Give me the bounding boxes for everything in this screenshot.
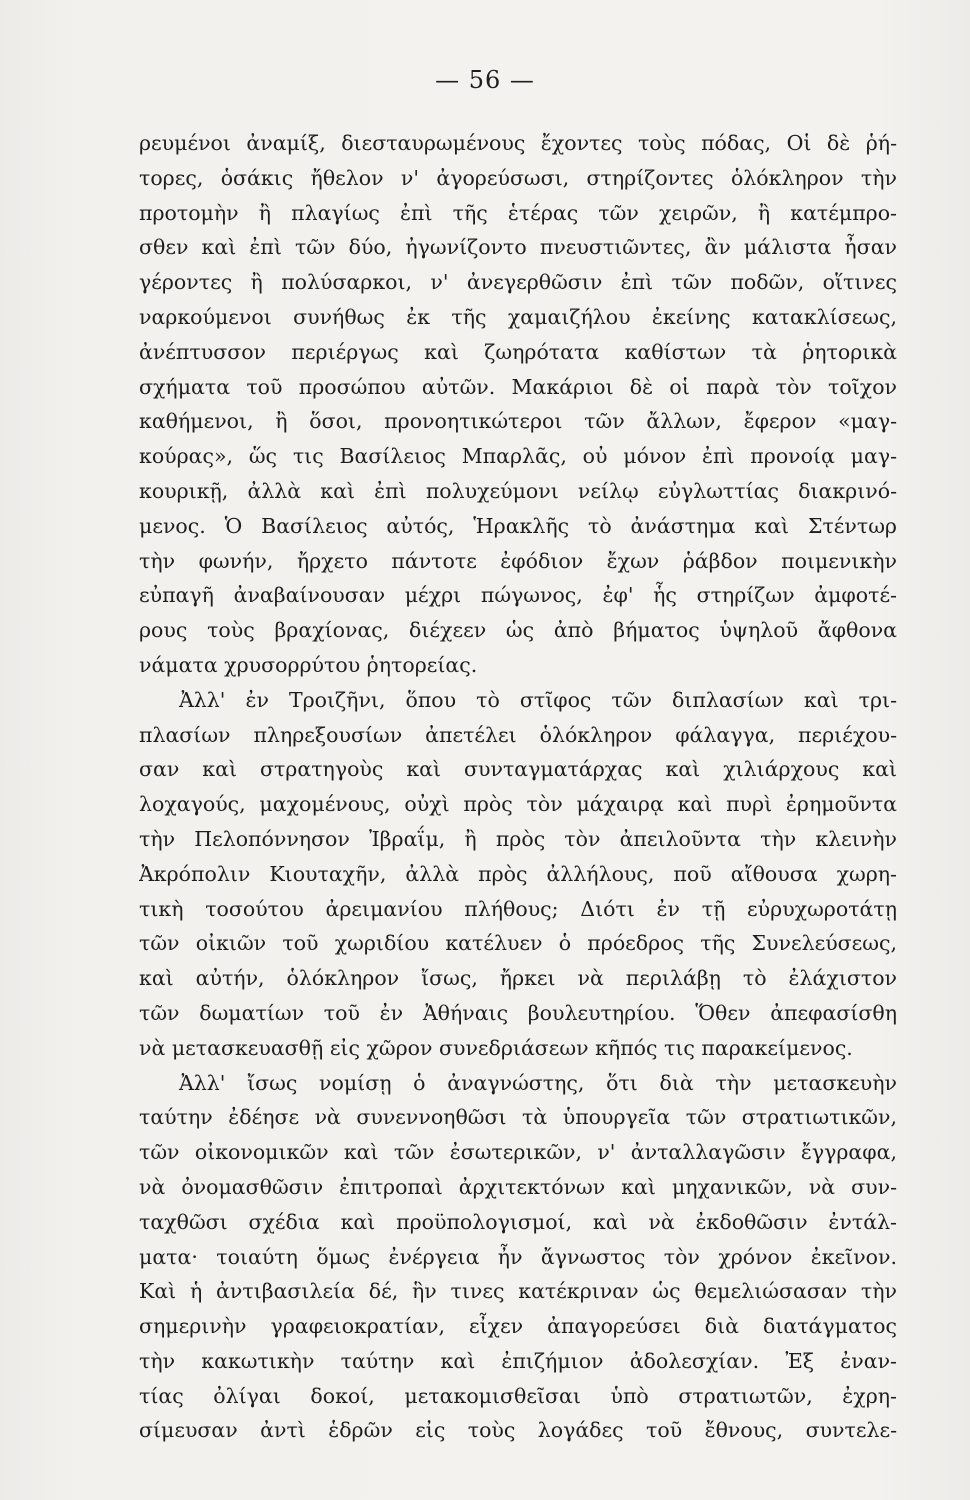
text-line: λοχαγούς, μαχομένους, οὐχὶ πρὸς τὸν μάχαιρᾳ καὶ πυρὶ ἐρημοῦντα [139, 792, 897, 817]
text-line: σαν καὶ στρατηγοὺς καὶ συνταγματάρχας καὶ χιλιάρχους καὶ [139, 757, 897, 782]
text-line: τῶν οἰκονομικῶν καὶ τῶν ἐσωτερικῶν, ν' ἀνταλλαγῶσιν ἔγγραφα, [139, 1140, 897, 1165]
text-line: Ἀκρόπολιν Κιουταχῆν, ἀλλὰ πρὸς ἀλλήλους, ποῦ αἴθουσα χωρη- [139, 861, 897, 886]
text-line: σθεν καὶ ἐπὶ τῶν δύο, ἠγωνίζοντο πνευστιῶντες, ἂν μάλιστα ἦσαν [139, 235, 897, 260]
text-line: τῶν δωματίων τοῦ ἐν Ἀθήναις βουλευτηρίου. Ὅθεν ἀπεφασίσθη [139, 1000, 897, 1025]
text-line: νὰ ὀνομασθῶσιν ἐπιτροπαὶ ἀρχιτεκτόνων καὶ μηχανικῶν, νὰ συν- [139, 1174, 897, 1199]
text-line: τὴν Πελοπόννησον Ἰβραΐμ, ἢ πρὸς τὸν ἀπειλοῦντα τὴν κλεινὴν [139, 826, 897, 851]
text-line: τορες, ὁσάκις ἤθελον ν' ἀγορεύσωσι, στηρίζοντες ὁλόκληρον τὴν [139, 165, 897, 190]
text-line: νάματα χρυσορρύτου ῥητορείας. [139, 652, 478, 677]
text-line: σχήματα τοῦ προσώπου αὐτῶν. Μακάριοι δὲ οἱ παρὰ τὸν τοῖχον [139, 374, 897, 399]
text-line: τίας ὀλίγαι δοκοί, μετακομισθεῖσαι ὑπὸ στρατιωτῶν, ἐχρη- [139, 1383, 897, 1408]
text-line: ταχθῶσι σχέδια καὶ προϋπολογισμοί, καὶ νὰ ἐκδοθῶσιν ἐντάλ- [139, 1209, 897, 1234]
text-line: ματα· τοιαύτη ὅμως ἐνέργεια ἦν ἄγνωστος τὸν χρόνον ἐκεῖνον. [139, 1244, 897, 1269]
text-line: εὐπαγῆ ἀναβαίνουσαν μέχρι πώγωνος, ἐφ' ἧς στηρίζων ἀμφοτέ- [139, 583, 897, 608]
text-line: γέροντες ἢ πολύσαρκοι, ν' ἀνεγερθῶσιν ἐπὶ τῶν ποδῶν, οἵτινες [139, 270, 897, 295]
text-line: τῶν οἰκιῶν τοῦ χωριδίου κατέλυεν ὁ πρόεδρος τῆς Συνελεύσεως, [139, 931, 897, 956]
text-line: ἀνέπτυσσον περιέργως καὶ ζωηρότατα καθίστων τὰ ῥητορικὰ [139, 339, 897, 364]
text-line: ναρκούμενοι συνήθως ἐκ τῆς χαμαιζήλου ἐκείνης κατακλίσεως, [139, 304, 897, 329]
text-line: ρευμένοι ἀναμίξ, διεσταυρωμένους ἔχοντες τοὺς πόδας, Οἱ δὲ ῥή- [139, 131, 897, 155]
text-line: καθήμενοι, ἢ ὅσοι, προνοητικώτεροι τῶν ἄλλων, ἔφερον «μαγ- [139, 409, 897, 434]
text-line: νὰ μετασκευασθῇ εἰς χῶρον συνεδριάσεων κῆπός τις παρακείμενος. [139, 1035, 853, 1060]
text-line: τικὴ τοσούτου ἀρειμανίου πλήθους; Διότι ἐν τῇ εὐρυχωροτάτῃ [139, 896, 897, 921]
text-line: πλασίων πληρεξουσίων ἀπετέλει ὁλόκληρον φάλαγγα, περιέχου- [139, 722, 897, 747]
text-line: σίμευσαν ἀντὶ ἑδρῶν εἰς τοὺς λογάδες τοῦ ἔθνους, συντελε- [139, 1418, 897, 1443]
text-line: καὶ αὐτήν, ὁλόκληρον ἴσως, ἤρκει νὰ περιλάβῃ τὸ ἐλάχιστον [139, 966, 897, 991]
text-line: ταύτην ἐδέησε νὰ συνεννοηθῶσι τὰ ὑπουργεῖα τῶν στρατιωτικῶν, [139, 1105, 897, 1130]
text-line: κούρας», ὥς τις Βασίλειος Μπαρλᾶς, οὐ μόνον ἐπὶ προνοίᾳ μαγ- [139, 444, 897, 469]
text-line: τὴν φωνήν, ἤρχετο πάντοτε ἐφόδιον ἔχων ῥάβδον ποιμενικὴν [139, 548, 897, 573]
text-line: Ἀλλ' ἐν Τροιζῆνι, ὅπου τὸ στῖφος τῶν διπλασίων καὶ τρι- [179, 687, 897, 712]
text-line: Ἀλλ' ἴσως νομίσῃ ὁ ἀναγνώστης, ὅτι διὰ τὴν μετασκευὴν [179, 1070, 897, 1095]
text-line: σημερινὴν γραφειοκρατίαν, εἶχεν ἀπαγορεύσει διὰ διατάγματος [139, 1314, 897, 1339]
text-line: μενος. Ὁ Βασίλειος αὐτός, Ἡρακλῆς τὸ ἀνάστημα καὶ Στέντωρ [139, 513, 897, 538]
text-line: προτομὴν ἢ πλαγίως ἐπὶ τῆς ἑτέρας τῶν χειρῶν, ἢ κατέμπρο- [139, 200, 897, 225]
body-text [139, 126, 897, 1448]
text-line: Καὶ ἡ ἀντιβασιλεία δέ, ἣν τινες κατέκριναν ὡς θεμελιώσασαν τὴν [139, 1279, 897, 1304]
text-line: τὴν κακωτικὴν ταύτην καὶ ἐπιζήμιον ἀδολεσχίαν. Ἐξ ἐναν- [139, 1348, 897, 1373]
text-line: κουρικῇ, ἀλλὰ καὶ ἐπὶ πολυχεύμονι νείλῳ εὐγλωττίας διακρινό- [139, 478, 897, 503]
page-number: — 56 — [435, 66, 535, 94]
text-line: ρους τοὺς βραχίονας, διέχεεν ὡς ἀπὸ βήματος ὑψηλοῦ ἄφθονα [139, 618, 897, 643]
